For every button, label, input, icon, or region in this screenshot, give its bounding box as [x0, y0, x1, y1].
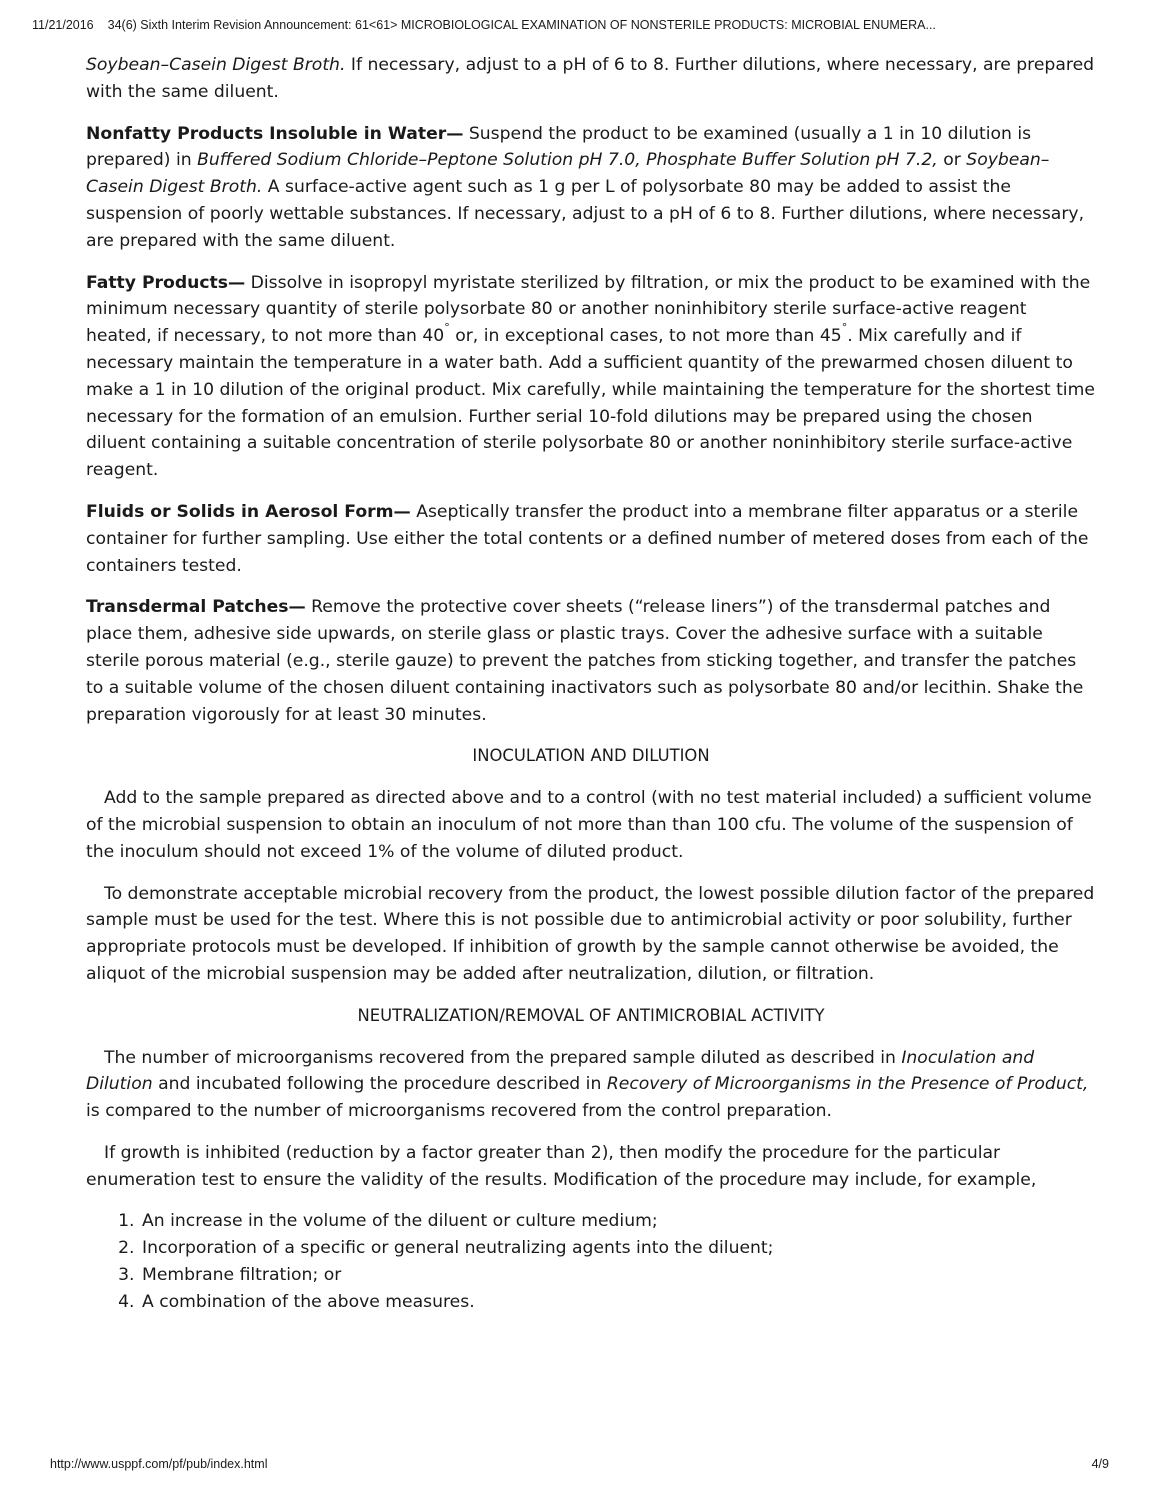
print-date: 11/21/2016 — [32, 18, 94, 32]
neutralization-paragraph-1 — [86, 1045, 1096, 1125]
list-item: 4. A combination of the above measures. — [140, 1289, 1096, 1316]
print-title: 34(6) Sixth Interim Revision Announcement: 61<61> MICROBIOLOGICAL EXAMINATION OF NONSTERILE PRODUCTS: MICROBIAL ENUMERA... — [107, 18, 936, 32]
text-italic: Buffered Sodium Chloride–Peptone Solution pH 7.0, Phosphate Buffer Solution pH 7.2, — [197, 150, 938, 171]
text-italic: Soybean–Casein Digest Broth. — [86, 150, 1050, 198]
text-run: Suspend the product to be examined (usually a 1 in 10 dilution is prepared) in — [86, 123, 1032, 171]
list-item: 2. Incorporation of a specific or general neutralizing agents into the diluent; — [140, 1235, 1096, 1262]
degree-mark: ° — [444, 321, 450, 335]
print-header — [32, 18, 1132, 32]
inoculation-paragraph-2: To demonstrate acceptable microbial recovery from the product, the lowest possible dilution factor of the prepared sample must be used for the test. Where this is not possible due to antimicrobial activity or poor solubility, further appropriate protocols must be developed. If inhibition of growth by the sample cannot otherwise be avoided, the aliquot of the microbial suspension may be added after neutralization, dilution, or filtration. — [86, 883, 1095, 984]
text-run: Aseptically transfer the product into a membrane filter apparatus or a sterile container for further sampling. Use either the total contents or a defined number of metered doses from each of the containers tested. — [86, 501, 1089, 576]
text-italic: Soybean–Casein Digest Broth. — [86, 55, 346, 75]
print-footer — [50, 1457, 1109, 1471]
page-url: http://www.usppf.com/pf/pub/index.html — [50, 1457, 268, 1471]
text-run: or — [937, 150, 967, 171]
nonfatty-paragraph — [86, 121, 1096, 255]
document-body — [86, 52, 1096, 1316]
text-run: If necessary, adjust to a pH of 6 to 8. Further dilutions, where necessary, are prepared with the same diluent. — [86, 55, 1095, 102]
text-run: and incubated following the procedure described in — [152, 1074, 607, 1095]
nonfatty-heading: Nonfatty Products Insoluble in Water— — [86, 123, 464, 144]
text-run: The number of microorganisms recovered from the prepared sample diluted as described in — [104, 1047, 902, 1068]
transdermal-heading: Transdermal Patches— — [86, 597, 306, 618]
text-run: A surface-active agent such as 1 g per L of polysorbate 80 may be added to assist the suspension of poorly wettable substances. If necessary, adjust to a pH of 6 to 8. Further dilutions, where necessary, are prepared with the same diluent. — [86, 177, 1085, 251]
section-title-inoculation: INOCULATION AND DILUTION — [472, 746, 710, 766]
text-run: is compared to the number of microorganisms recovered from the control preparation. — [86, 1101, 833, 1122]
section-title-neutralization: NEUTRALIZATION/REMOVAL OF ANTIMICROBIAL ACTIVITY — [357, 1005, 825, 1025]
modification-list — [86, 1208, 1096, 1315]
page-number: 4/9 — [1091, 1457, 1109, 1471]
text-italic: Recovery of Microorganisms in the Presence of Product, — [606, 1074, 1089, 1095]
continued-paragraph — [86, 52, 1096, 106]
neutralization-paragraph-2: If growth is inhibited (reduction by a factor greater than 2), then modify the procedure for the particular enumeration test to ensure the validity of the results. Modification of the procedure may include, for example, — [86, 1142, 1037, 1190]
list-item: 1. An increase in the volume of the diluent or culture medium; — [140, 1208, 1096, 1235]
inoculation-paragraph-1: Add to the sample prepared as directed above and to a control (with no test material included) a sufficient volume of the microbial suspension to obtain an inoculum of not more than than 100 cfu. The volume of the suspension of the inoculum should not exceed 1% of the volume of diluted product. — [86, 788, 1092, 862]
aerosol-heading: Fluids or Solids in Aerosol Form— — [86, 501, 411, 522]
degree-mark: ° — [841, 321, 848, 335]
fatty-heading: Fatty Products— — [86, 272, 246, 293]
list-item: 3. Membrane filtration; or — [140, 1262, 1096, 1289]
text-italic: Inoculation and Dilution — [86, 1047, 1035, 1095]
text-run: . Mix carefully and if necessary maintain the temperature in a water bath. Add a sufficient quantity of the prewarmed chosen diluent to make a 1 in 10 dilution of the original product. Mix carefully, while maintaining the temperature for the shortest time necessary for the formation of an emulsion. Further serial 10-fold dilutions may be prepared using the chosen diluent containing a suitable concentration of sterile polysorbate 80 or another noninhibitory sterile surface-active reagent. — [86, 326, 1095, 481]
transdermal-paragraph — [86, 594, 1096, 728]
fatty-paragraph — [86, 270, 1096, 484]
aerosol-paragraph — [86, 499, 1096, 579]
text-run: or, in exceptional cases, to not more than 45 — [449, 326, 842, 347]
text-run: Dissolve in isopropyl myristate sterilized by filtration, or mix the product to be examined with the minimum necessary quantity of sterile polysorbate 80 or another noninhibitory sterile surface-active reagent heated, if necessary, to not more than 40 — [86, 272, 1091, 347]
text-run: Remove the protective cover sheets (“release liners”) of the transdermal patches and place them, adhesive side upwards, on sterile glass or plastic trays. Cover the adhesive surface with a suitable sterile porous material (e.g., sterile gauze) to prevent the patches from sticking together, and transfer the patches to a suitable volume of the chosen diluent containing inactivators such as polysorbate 80 and/or lecithin. Shake the preparation vigorously for at least 30 minutes. — [86, 597, 1084, 725]
